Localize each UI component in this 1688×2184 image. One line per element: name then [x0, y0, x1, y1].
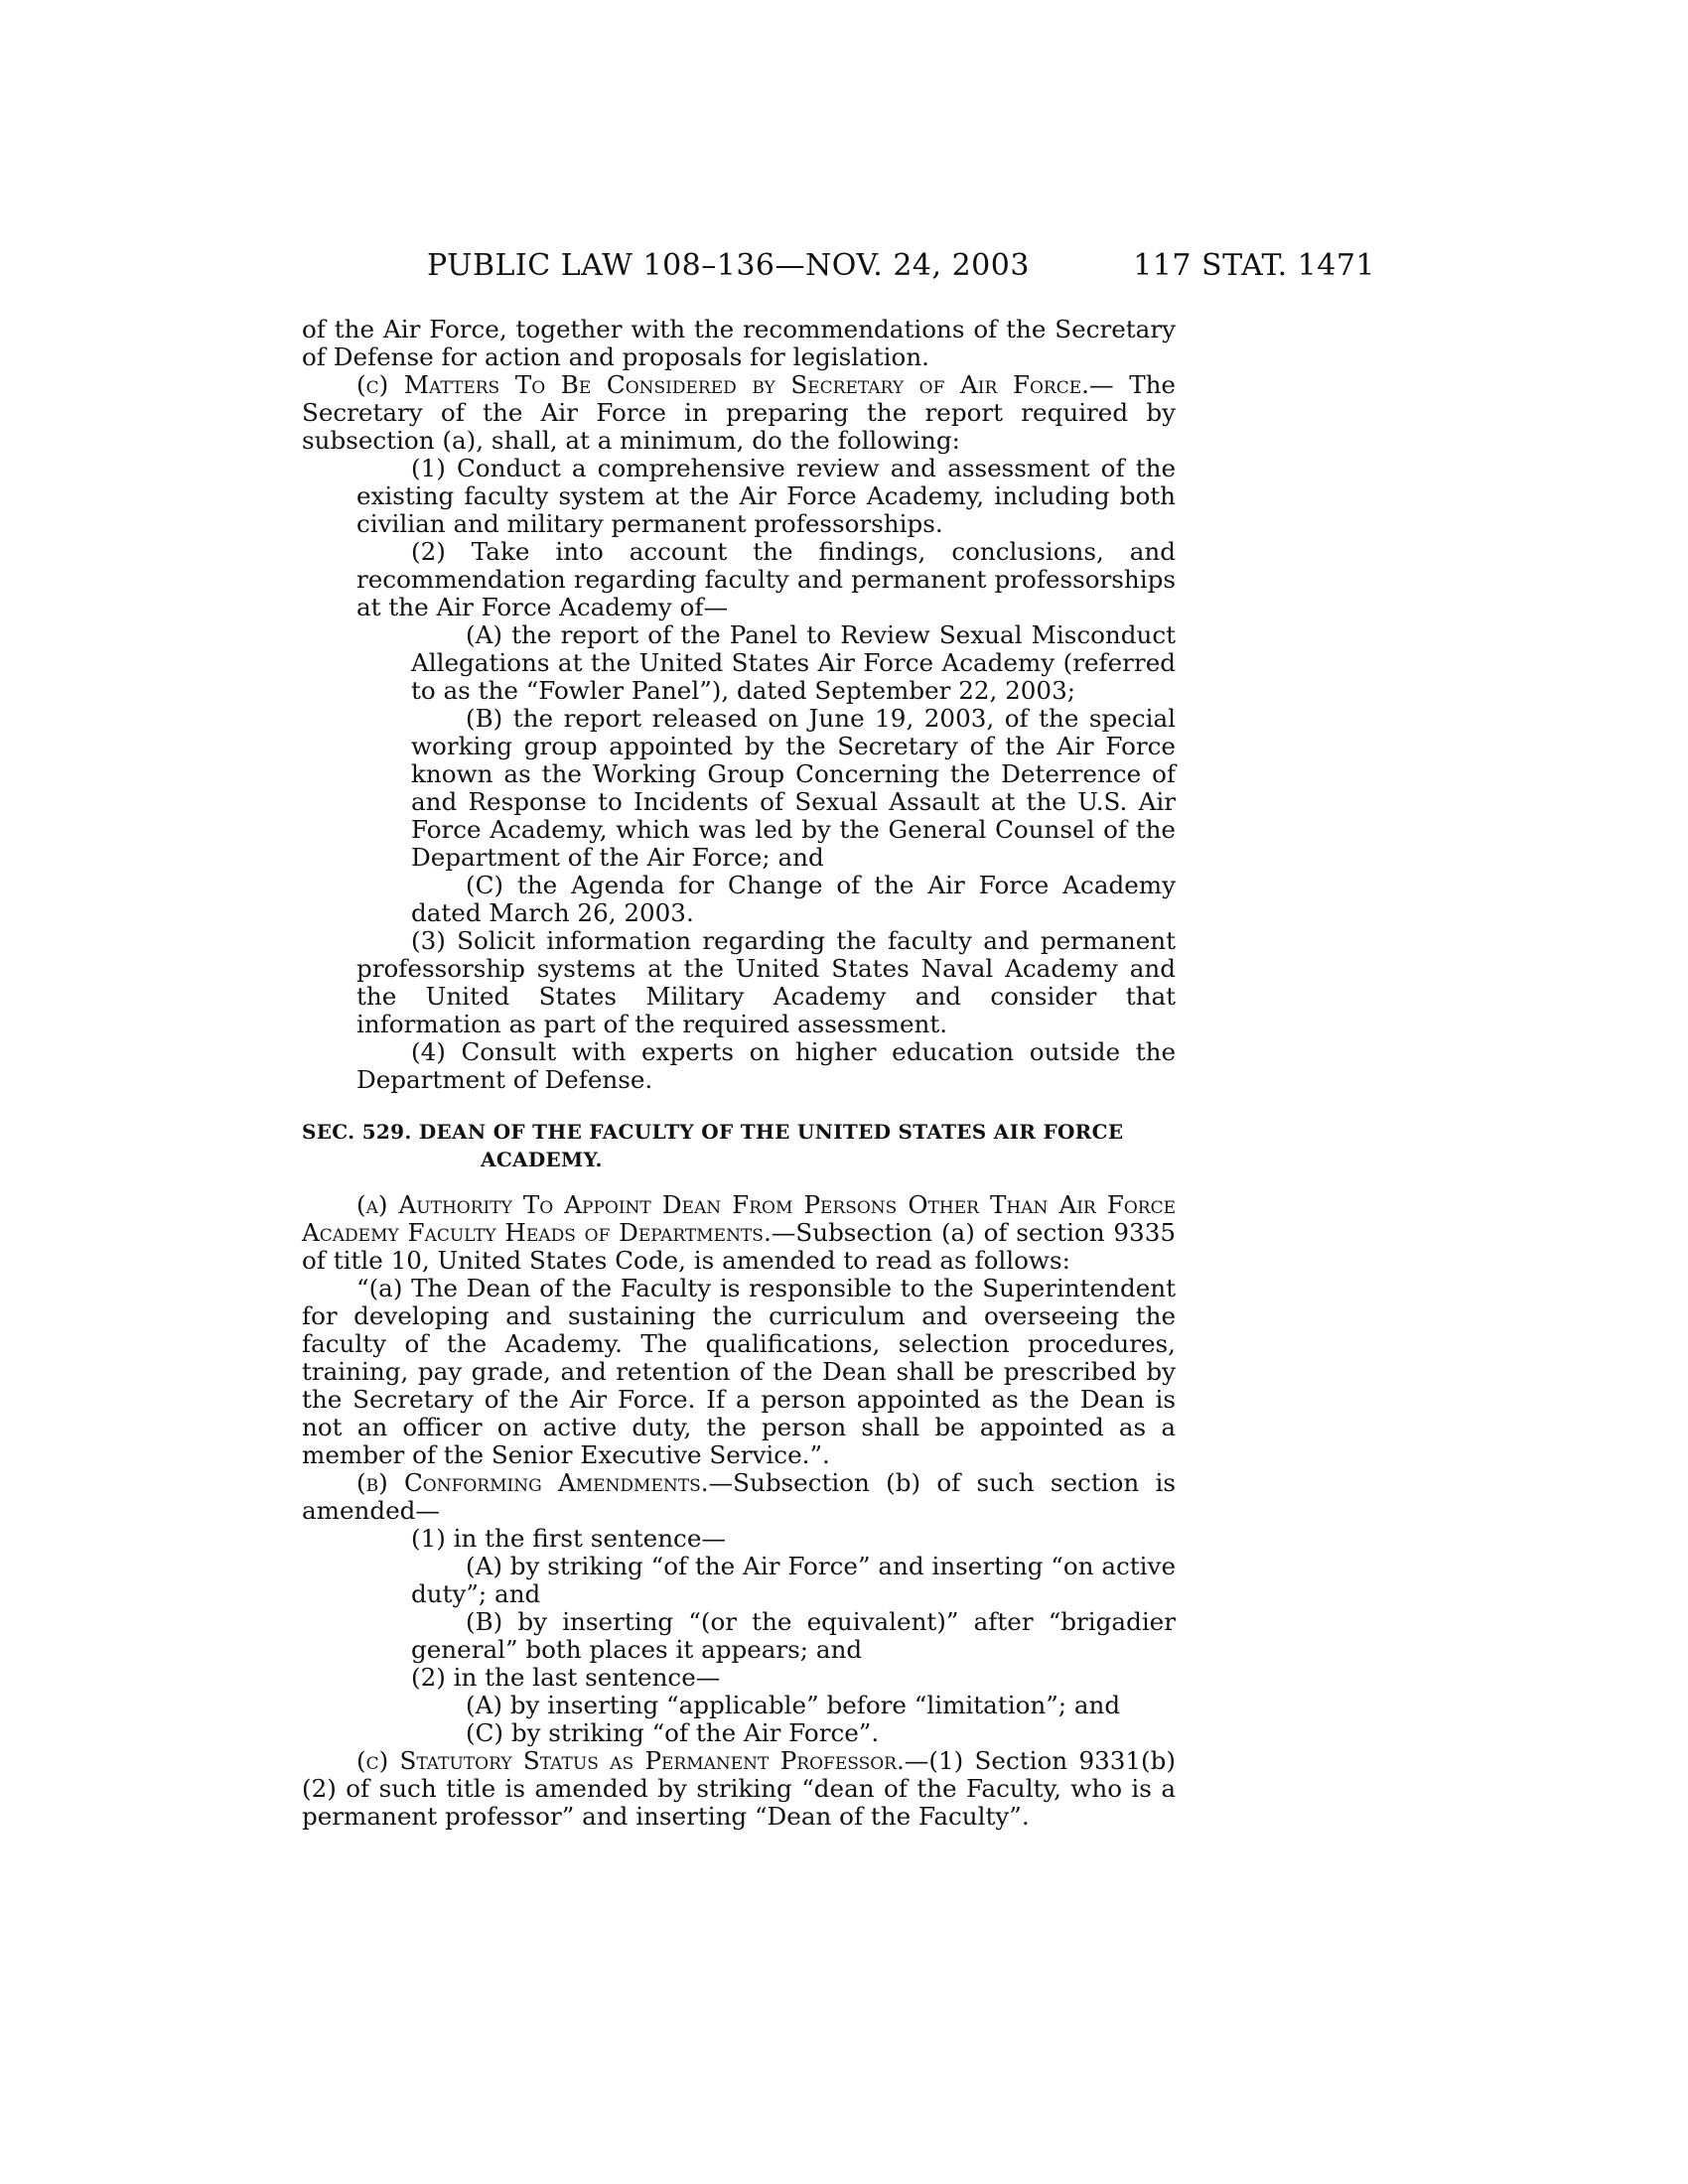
subsection-c-statutory	[302, 1747, 1176, 1831]
section-529-heading-line1: SEC. 529. DEAN OF THE FACULTY OF THE UNITED STATES AIR FORCE	[302, 1120, 1124, 1144]
subparagraph-c2a: (A) the report of the Panel to Review Sexual Misconduct Allegations at the United States Air Force Academy (referred to as the “Fowler Panel”), dated September 22, 2003;	[411, 620, 1176, 705]
subsection-c	[302, 371, 1176, 455]
section-529-heading-line2: ACADEMY.	[481, 1148, 603, 1171]
subsection-a-text: —Subsection (a) of section 9335 of title 10, United States Code, is amended to read as follows:	[302, 1218, 1176, 1275]
subparagraph-c2b: (B) the report released on June 19, 2003, of the special working group appointed by the Secretary of the Air Force known as the Working Group Concerning the Deterrence of and Response to Incidents of Sexual Assault at the U.S. Air Force Academy, which was led by the General Counsel of the Department of the Air Force; and	[411, 704, 1176, 872]
subsection-b-heading: (b) Conforming Amendments.	[356, 1468, 709, 1497]
header-stat-page: 117 STAT. 1471	[1133, 248, 1375, 283]
paragraph-continuation: of the Air Force, together with the recommendations of the Secretary of Defense for action and proposals for legislation.	[302, 315, 1176, 371]
subsection-a-heading: (a) Authority To Appoint Dean From Persons Other Than Air Force Academy Faculty Heads of Departments.	[302, 1190, 1176, 1247]
subsection-b-text: —Subsection (b) of such section is amended—	[302, 1468, 1176, 1525]
subparagraph-b2c: (C) by striking “of the Air Force”.	[466, 1718, 880, 1747]
subparagraph-b2a: (A) by inserting “applicable” before “limitation”; and	[466, 1691, 1121, 1719]
header-title: PUBLIC LAW 108–136—NOV. 24, 2003	[427, 248, 1030, 283]
subsection-b	[302, 1469, 1176, 1525]
subsection-c-text: The Secretary of the Air Force in preparing the report required by subsection (a), shall, at a minimum, do the following:	[302, 370, 1176, 455]
subsection-c-heading: (c) Matters To Be Considered by Secretary of Air Force.—	[356, 370, 1114, 399]
paragraph-c4: (4) Consult with experts on higher education outside the Department of Defense.	[356, 1037, 1176, 1094]
document-body	[302, 316, 1176, 1831]
running-header	[427, 248, 1375, 288]
quoted-amendment: “(a) The Dean of the Faculty is responsible to the Superintendent for developing and sustaining the curriculum and overseeing the faculty of the Academy. The qualifications, selection procedures, training, pay grade, and retention of the Dean shall be prescribed by the Secretary of the Air Force. If a person appointed as the Dean is not an officer on active duty, the person shall be appointed as a member of the Senior Executive Service.”.	[302, 1274, 1176, 1469]
subparagraph-b1b: (B) by inserting “(or the equivalent)” after “brigadier general” both places it appears; and	[411, 1607, 1176, 1664]
section-529-heading	[302, 1118, 1176, 1173]
subparagraph-b1a: (A) by striking “of the Air Force” and inserting “on active duty”; and	[411, 1552, 1176, 1608]
subsection-c-statutory-text: —(1) Section 9331(b)(2) of such title is amended by striking “dean of the Faculty, who is a permanent professor” and inserting “Dean of the Faculty”.	[302, 1746, 1176, 1831]
paragraph-c3: (3) Solicit information regarding the faculty and permanent professorship systems at the United States Naval Academy and the United States Military Academy and consider that information as part of the required assessment.	[356, 926, 1176, 1038]
paragraph-c1: (1) Conduct a comprehensive review and assessment of the existing faculty system at the Air Force Academy, including both civilian and military permanent professorships.	[356, 454, 1176, 538]
paragraph-b1: (1) in the first sentence—	[411, 1524, 726, 1553]
subsection-c-statutory-heading: (c) Statutory Status as Permanent Professor.	[356, 1746, 905, 1775]
paragraph-c2: (2) Take into account the findings, conclusions, and recommendation regarding faculty and permanent professorships at the Air Force Academy of—	[356, 537, 1176, 621]
paragraph-b2: (2) in the last sentence—	[411, 1663, 721, 1692]
subsection-a	[302, 1191, 1176, 1275]
subparagraph-c2c: (C) the Agenda for Change of the Air Force Academy dated March 26, 2003.	[411, 871, 1176, 927]
